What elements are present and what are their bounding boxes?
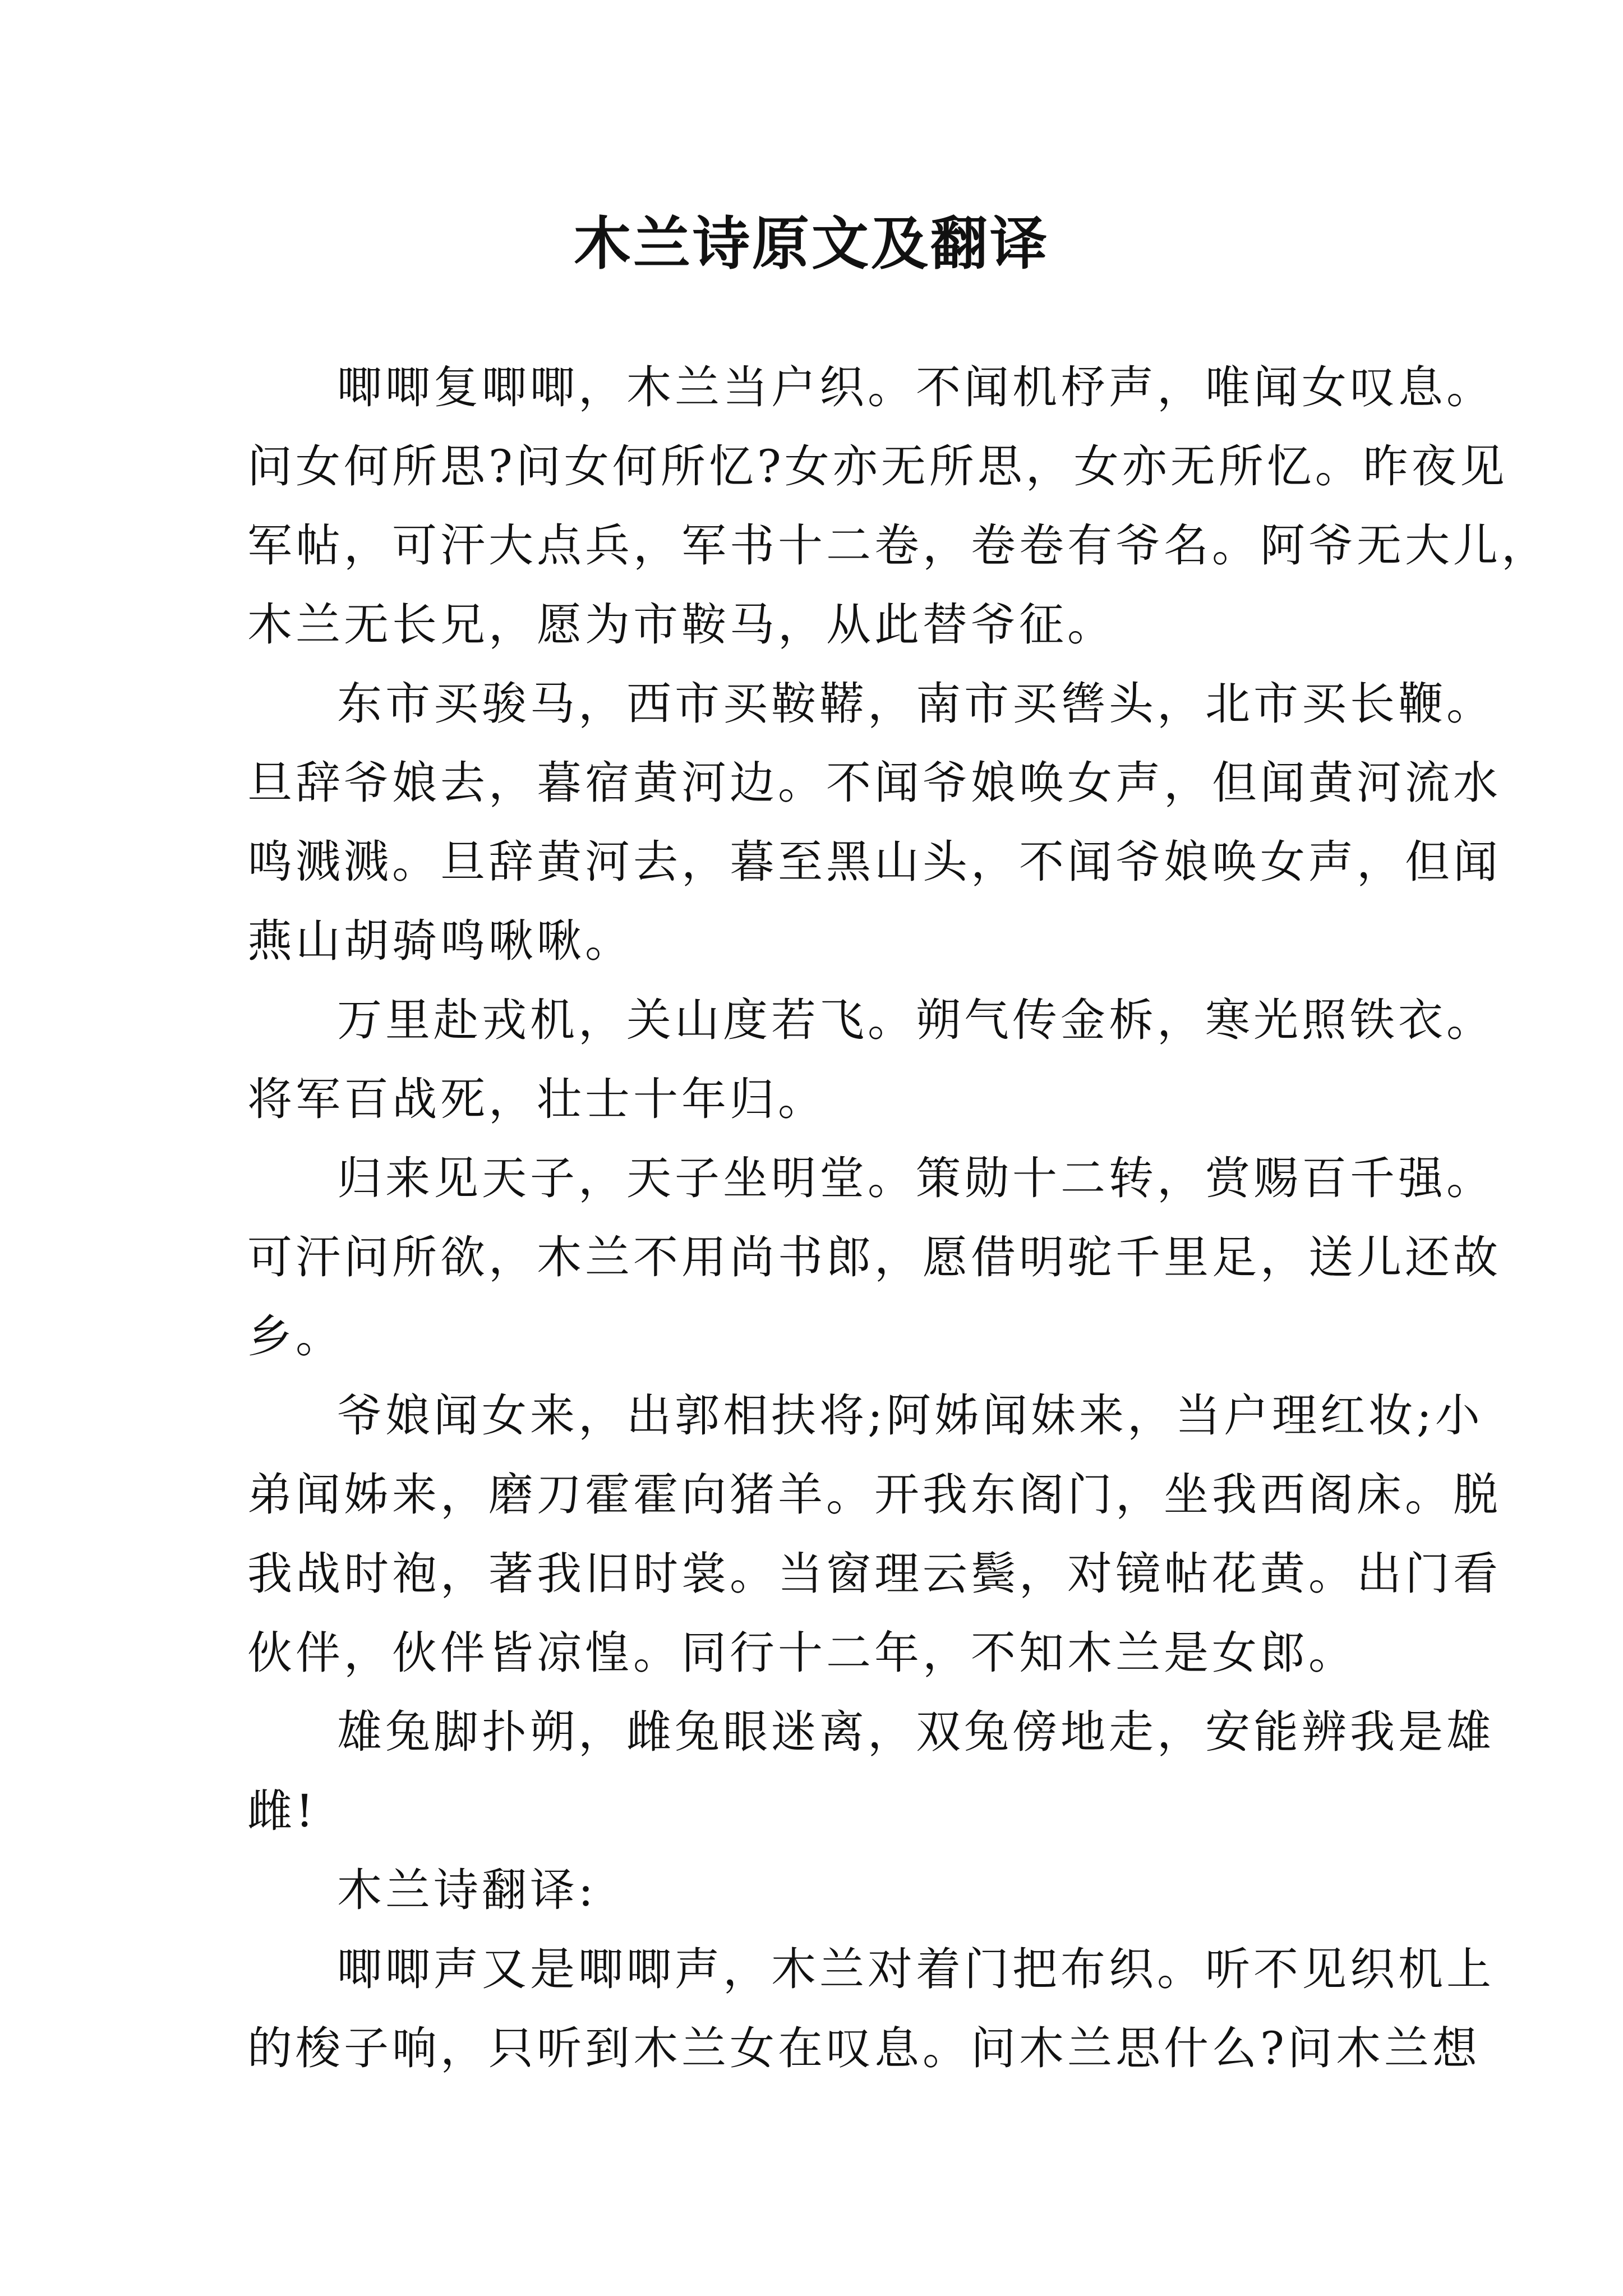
text-line: 唧唧复唧唧，木兰当户织。不闻机杼声，唯闻女叹息。 — [337, 361, 1495, 413]
text-line: 东市买骏马，西市买鞍鞯，南市买辔头，北市买长鞭。 — [337, 678, 1495, 730]
text-line: 雄兔脚扑朔，雌兔眼迷离，双兔傍地走，安能辨我是雄 — [337, 1706, 1495, 1758]
document-title: 木兰诗原文及翻译 — [574, 210, 1049, 278]
text-line: 唧唧声又是唧唧声，木兰对着门把布织。听不见织机上 — [337, 1943, 1495, 1995]
paragraph-translation-heading — [247, 1851, 1403, 1930]
text-line: 我战时袍，著我旧时裳。当窗理云鬓，对镜帖花黄。出门看 — [247, 1548, 1501, 1600]
text-line: 乡。 — [247, 1310, 344, 1363]
text-line: 归来见天子，天子坐明堂。策勋十二转，赏赐百千强。 — [337, 1152, 1495, 1204]
paragraph-translation — [247, 1930, 1495, 2088]
text-line: 爷娘闻女来，出郭相扶将;阿姊闻妹来，当户理红妆;小 — [337, 1389, 1483, 1442]
text-line: 弟闻姊来，磨刀霍霍向猪羊。开我东阁门，坐我西阁床。脱 — [247, 1469, 1501, 1521]
text-line: 伙伴，伙伴皆凉惶。同行十二年，不知木兰是女郎。 — [247, 1627, 1357, 1679]
paragraph-war — [247, 981, 1495, 1139]
text-line: 燕山胡骑鸣啾啾。 — [247, 915, 633, 967]
text-line: 军帖，可汗大点兵，军书十二卷，卷卷有爷名。阿爷无大儿， — [247, 519, 1550, 572]
text-line: 问女何所思?问女何所忆?女亦无所思，女亦无所忆。昨夜见 — [247, 440, 1508, 493]
paragraph-intro — [247, 348, 1550, 664]
text-line: 木兰诗翻译: — [337, 1864, 597, 1916]
paragraph-rabbits — [247, 1692, 1495, 1851]
paragraph-return — [247, 1139, 1501, 1376]
text-line: 万里赴戎机，关山度若飞。朔气传金柝，寒光照铁衣。 — [337, 994, 1495, 1046]
text-line: 鸣溅溅。旦辞黄河去，暮至黑山头，不闻爷娘唤女声，但闻 — [247, 836, 1501, 888]
paragraph-homecoming — [247, 1376, 1501, 1692]
text-line: 木兰无长兄，愿为市鞍马，从此替爷征。 — [247, 599, 1115, 651]
text-line: 雌! — [247, 1785, 317, 1837]
document-body — [247, 348, 1550, 2088]
text-line: 的梭子响，只听到木兰女在叹息。问木兰思什么?问木兰想 — [247, 2022, 1481, 2074]
paragraph-market — [247, 664, 1501, 981]
text-line: 旦辞爷娘去，暮宿黄河边。不闻爷娘唤女声，但闻黄河流水 — [247, 757, 1501, 809]
text-line: 可汗问所欲，木兰不用尚书郎，愿借明驼千里足，送儿还故 — [247, 1231, 1501, 1283]
text-line: 将军百战死，壮士十年归。 — [247, 1073, 826, 1125]
